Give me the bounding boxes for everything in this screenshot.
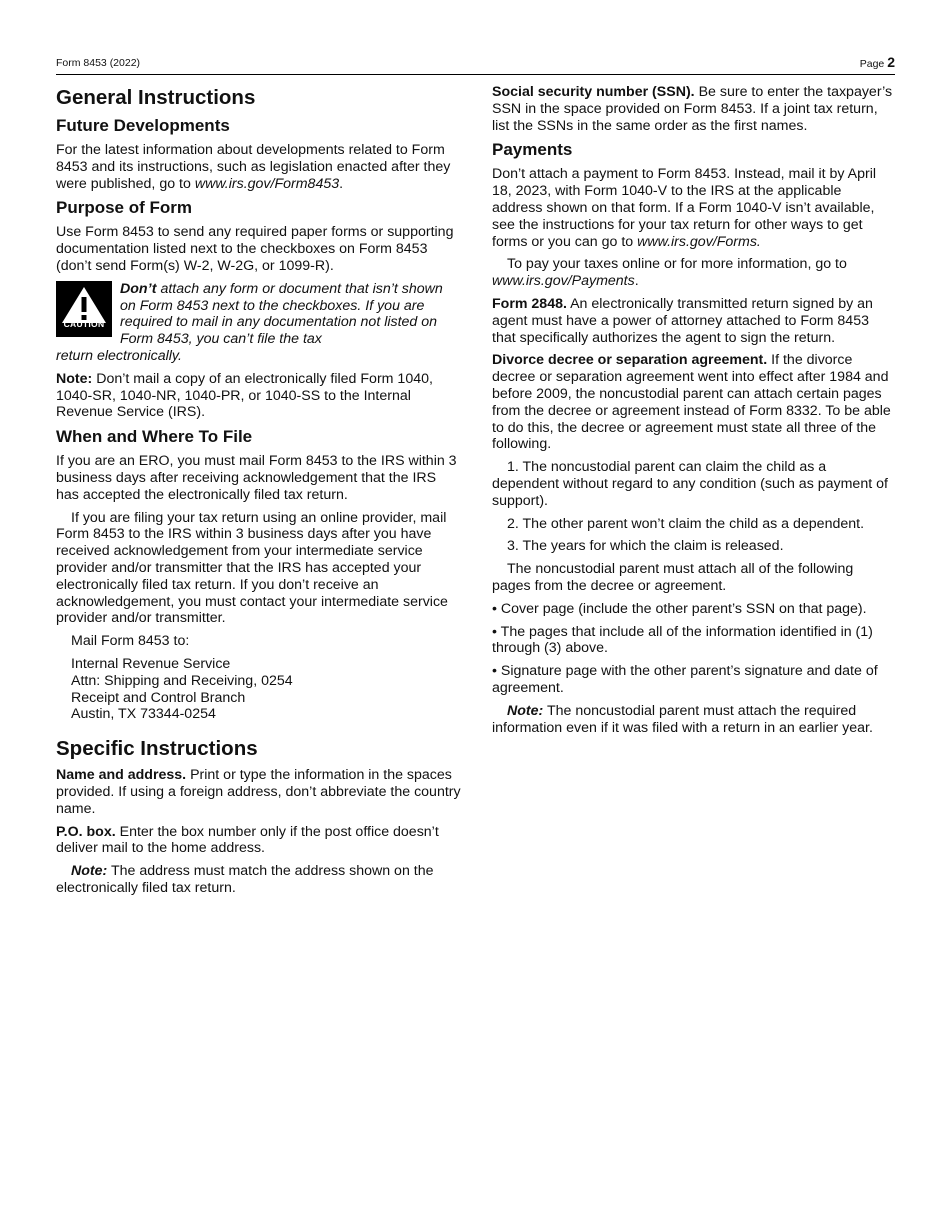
purpose-heading: Purpose of Form	[56, 198, 193, 218]
future-developments-heading: Future Developments	[56, 116, 230, 135]
irs-forms-link[interactable]: www.irs.gov/Forms.	[637, 233, 761, 250]
caution-wrap: return electronically.	[56, 347, 182, 364]
purpose-text: Use Form 8453 to send any required paper forms or supporting documentation listed next to the checkboxes on Form 8453 (don’t send Form(s) W-2, W-2G, or 1099-R).	[56, 224, 454, 274]
caution-box	[56, 281, 461, 348]
mailing-address	[71, 656, 461, 723]
bullet-item: • The pages that include all of the information identified in (1) through (3) above.	[492, 623, 873, 657]
form2848-paragraph: Form 2848. An electronically transmitted return signed by an agent must have a power of attorney attached to Form 8453 that specifically authorizes the agent to sign the return.	[492, 295, 873, 346]
bullet-item: • Signature page with the other parent’s signature and date of agreement.	[492, 663, 878, 696]
list-item: 2. The other parent won’t claim the child as a dependent.	[507, 515, 865, 532]
address-line: Attn: Shipping and Receiving, 0254	[71, 672, 293, 689]
caution-icon	[56, 281, 112, 337]
payments-text: Don’t attach a payment to Form 8453. Instead, mail it by April 18, 2023, with Form 1040-V to the IRS at the applicable address shown on that form. If a Form 1040-V isn’t available, see the instructions for your tax return for other ways to get forms or you can go to www.irs.gov/Forms.	[492, 166, 877, 250]
pay-online-text: To pay your taxes online or for more information, go to www.irs.gov/Payments.	[492, 256, 847, 290]
page-word: Page	[859, 58, 885, 70]
page-indicator	[860, 54, 895, 70]
when-where-text-1: If you are an ERO, you must mail Form 8453 to the IRS within 3 business days after receiving acknowledgement that the IRS has accepted the electronically filed tax return.	[56, 453, 457, 503]
left-column	[56, 84, 461, 903]
address-line: Receipt and Control Branch	[71, 689, 246, 706]
final-note-paragraph: Note: The noncustodial parent must attach the required information even if it was filed with a return in an earlier year.	[492, 702, 873, 736]
pobox-paragraph: P.O. box. Enter the box number only if the post office doesn’t deliver mail to the home address.	[56, 823, 439, 857]
attach-text: The noncustodial parent must attach all of the following pages from the decree or agreement.	[492, 561, 854, 594]
ssn-paragraph: Social security number (SSN). Be sure to enter the taxpayer’s SSN in the space provided on Form 8453. If a joint tax return, list the SSNs in the same order as the first names.	[492, 84, 893, 134]
caution-label: CAUTION	[63, 318, 105, 329]
specific-instructions-title: Specific Instructions	[56, 737, 258, 761]
bullet-item: • Cover page (include the other parent’s SSN on that page).	[492, 600, 867, 617]
general-instructions-title: General Instructions	[56, 86, 256, 109]
note-paragraph: Note: Don’t mail a copy of an electronically filed Form 1040, 1040-SR, 1040-NR, 1040-PR, or 1040-SS to the Internal Revenue Service (IRS).	[56, 370, 433, 421]
divorce-paragraph: Divorce decree or separation agreement. If the divorce decree or separation agreement went into effect after 1984 and before 2009, the noncustodial parent can attach certain pages from the decree or agreement instead of Form 8332. To be able to do this, the decree or agreement must state all three of the following.	[492, 352, 891, 453]
caution-text: Don’t attach any form or document that isn’t shown on Form 8453 next to the checkboxes. If you are required to mail in any documentation not listed on Form 8453, you can’t file the tax	[120, 280, 443, 348]
when-where-heading: When and Where To File	[56, 427, 253, 447]
mail-to-label: Mail Form 8453 to:	[71, 633, 190, 650]
running-header	[56, 54, 895, 75]
list-item: 1. The noncustodial parent can claim the child as a dependent without regard to any condition (such as payment of support).	[492, 459, 888, 509]
name-address-paragraph: Name and address. Print or type the information in the spaces provided. If using a foreign address, don’t abbreviate the country name.	[56, 767, 461, 817]
address-line: Internal Revenue Service	[71, 655, 231, 672]
payments-heading: Payments	[492, 140, 573, 160]
right-column	[492, 84, 895, 742]
irs-payments-link[interactable]: www.irs.gov/Payments	[492, 273, 635, 290]
form8453-link[interactable]: www.irs.gov/Form8453	[194, 175, 340, 192]
page-number: 2	[887, 54, 895, 70]
document-page	[56, 0, 895, 1230]
form-label: Form 8453 (2022)	[56, 57, 141, 69]
future-developments-text: For the latest information about developments related to Form 8453 and its instructions, such as legislation enacted after they were published, go to www.irs.gov/Form8453.	[56, 142, 451, 192]
list-item: 3. The years for which the claim is released.	[507, 538, 784, 555]
when-where-text-2: If you are filing your tax return using an online provider, mail Form 8453 to the IRS within 3 business days after you have received acknowledgement from your intermediate service provider and/or transmitter that the IRS has accepted your electronically filed tax return. If you don’t receive an acknowledgement, you must contact your intermediate service provider and/or transmitter.	[56, 509, 448, 627]
address-line: Austin, TX 73344-0254	[71, 706, 216, 723]
address-note-paragraph: Note: The address must match the address shown on the electronically filed tax return.	[56, 863, 434, 896]
